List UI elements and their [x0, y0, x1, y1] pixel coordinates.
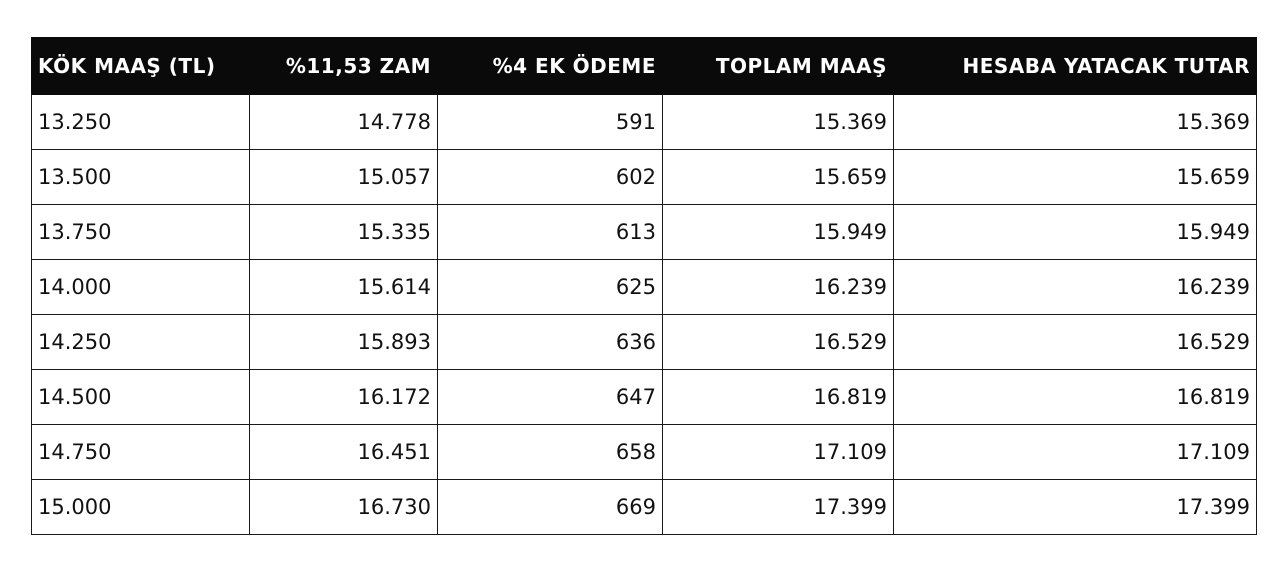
cell-deposit-amount: 17.399 — [894, 480, 1257, 535]
cell-base-salary: 14.250 — [32, 315, 250, 370]
cell-deposit-amount: 16.239 — [894, 260, 1257, 315]
table-row — [32, 260, 1257, 315]
cell-total-salary: 17.109 — [663, 425, 894, 480]
cell-total-salary: 15.369 — [663, 95, 894, 150]
table-row — [32, 370, 1257, 425]
salary-table-container — [31, 37, 1256, 535]
table-row — [32, 205, 1257, 260]
table-row — [32, 95, 1257, 150]
salary-table — [31, 37, 1257, 535]
header-raise: %11,53 ZAM — [250, 38, 438, 95]
cell-deposit-amount: 15.949 — [894, 205, 1257, 260]
header-total-salary: TOPLAM MAAŞ — [663, 38, 894, 95]
cell-total-salary: 16.819 — [663, 370, 894, 425]
cell-extra-payment: 591 — [438, 95, 663, 150]
cell-base-salary: 15.000 — [32, 480, 250, 535]
cell-base-salary: 14.500 — [32, 370, 250, 425]
cell-extra-payment: 647 — [438, 370, 663, 425]
cell-deposit-amount: 16.819 — [894, 370, 1257, 425]
table-header — [32, 38, 1257, 95]
cell-base-salary: 14.750 — [32, 425, 250, 480]
header-extra-payment: %4 EK ÖDEME — [438, 38, 663, 95]
table-row — [32, 425, 1257, 480]
cell-raise: 15.335 — [250, 205, 438, 260]
cell-total-salary: 17.399 — [663, 480, 894, 535]
cell-total-salary: 15.659 — [663, 150, 894, 205]
cell-extra-payment: 658 — [438, 425, 663, 480]
cell-raise: 15.893 — [250, 315, 438, 370]
cell-base-salary: 13.750 — [32, 205, 250, 260]
cell-extra-payment: 625 — [438, 260, 663, 315]
cell-extra-payment: 613 — [438, 205, 663, 260]
cell-base-salary: 14.000 — [32, 260, 250, 315]
cell-base-salary: 13.500 — [32, 150, 250, 205]
cell-raise: 15.057 — [250, 150, 438, 205]
cell-raise: 14.778 — [250, 95, 438, 150]
cell-total-salary: 15.949 — [663, 205, 894, 260]
cell-extra-payment: 669 — [438, 480, 663, 535]
table-row — [32, 150, 1257, 205]
cell-raise: 16.451 — [250, 425, 438, 480]
cell-deposit-amount: 15.659 — [894, 150, 1257, 205]
header-base-salary: KÖK MAAŞ (TL) — [32, 38, 250, 95]
cell-extra-payment: 602 — [438, 150, 663, 205]
cell-base-salary: 13.250 — [32, 95, 250, 150]
cell-deposit-amount: 17.109 — [894, 425, 1257, 480]
cell-extra-payment: 636 — [438, 315, 663, 370]
table-body — [32, 95, 1257, 535]
cell-total-salary: 16.239 — [663, 260, 894, 315]
header-deposit-amount: HESABA YATACAK TUTAR — [894, 38, 1257, 95]
cell-deposit-amount: 15.369 — [894, 95, 1257, 150]
cell-total-salary: 16.529 — [663, 315, 894, 370]
table-row — [32, 480, 1257, 535]
cell-raise: 16.172 — [250, 370, 438, 425]
cell-raise: 16.730 — [250, 480, 438, 535]
cell-deposit-amount: 16.529 — [894, 315, 1257, 370]
cell-raise: 15.614 — [250, 260, 438, 315]
header-row — [32, 38, 1257, 95]
table-row — [32, 315, 1257, 370]
